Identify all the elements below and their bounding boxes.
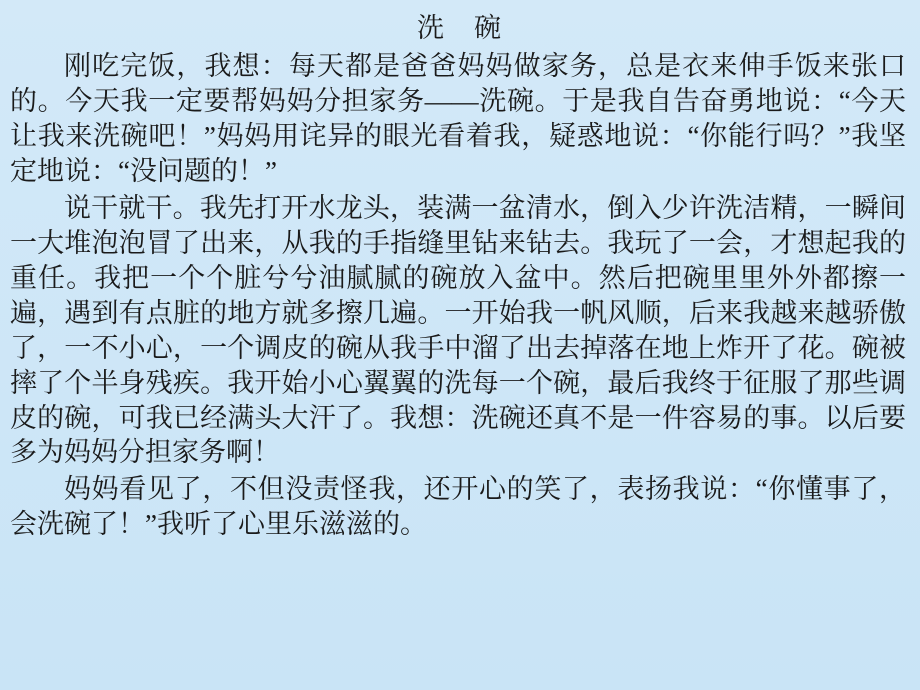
body-text xyxy=(0,49,920,542)
page-title-right: 碗 xyxy=(474,13,503,43)
paragraph-3: 妈妈看见了，不但没责怪我，还开心的笑了，表扬我说：“你懂事了，会洗碗了！”我听了心里乐滋滋的。 xyxy=(10,474,906,540)
paragraph-2: 说干就干。我先打开水龙头，装满一盆清水，倒入少许洗洁精，一瞬间一大堆泡泡冒了出来，从我的手指缝里钻来钻去。我玩了一会，才想起我的重任。我把一个个脏兮兮油腻腻的碗放入盆中。然后把碗里里外外都擦一遍，遇到有点脏的地方就多擦几遍。一开始我一帆风顺，后来我越来越骄傲了，一不小心，一个调皮的碗从我手中溜了出去掉落在地上炸开了花。碗被摔了个半身残疾。我开始小心翼翼的洗每一个碗，最后我终于征服了那些调皮的碗，可我已经满头大汗了。我想：洗碗还真不是一件容易的事。以后要多为妈妈分担家务啊！ xyxy=(10,192,906,468)
paragraph-1: 刚吃完饭，我想：每天都是爸爸妈妈做家务，总是衣来伸手饭来张口的。今天我一定要帮妈妈分担家务——洗碗。于是我自告奋勇地说：“今天让我来洗碗吧！”妈妈用诧异的眼光看着我，疑惑地说：“你能行吗？”我坚定地说：“没问题的！” xyxy=(10,51,906,186)
page-title-left: 洗 xyxy=(417,13,446,43)
page-title xyxy=(0,0,920,45)
